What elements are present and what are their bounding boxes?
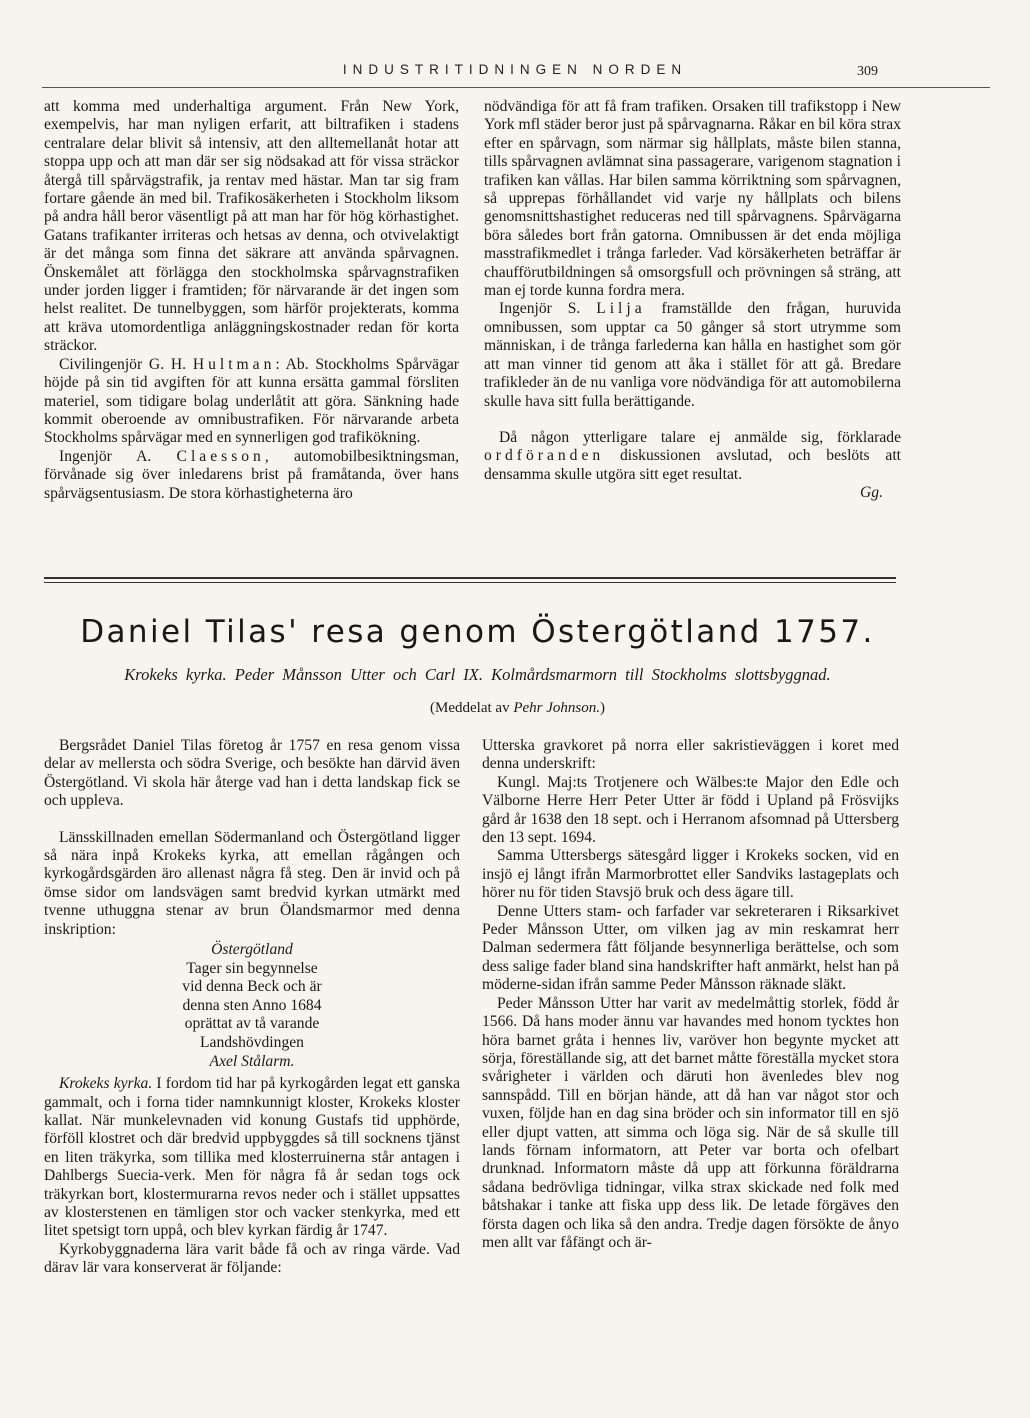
paragraph: Ingenjör S. Lilja framställde den frågan, huruvida omnibussen, som upptar ca 50 gånger så stort utrymme som människan, i de trånga farlederna kan hålla en hastighet som gör att man vinner tid genom att åka i stället för att gå. Bredare trafikleder än de nu vanliga vore nödvändiga för att automobilerna skulle hava sitt fulla berättigande. bbox=[484, 300, 902, 410]
inscription-line: Landshövdingen bbox=[200, 1034, 304, 1052]
section-lead: Krokeks kyrka. bbox=[59, 1075, 153, 1093]
paragraph: nödvändiga för att få fram trafiken. Orsaken till trafikstopp i New York mfl städer beror just på spårvagnarna. Råkar en bil köra strax efter en spårvagn, som närmar sig hållplats, måste bilen stanna, tills spårvagnen avlämnat sina passagerare, varigenom stagnation i trafiken kan vållas. Har bilen samma körriktning som spårvagnen, så upprepas förhållandet vid varje ny hållplats och bilens genomsnittshastighet reduceras ned till spårvagnens. Spårvägarna böra således bort från gatorna. Omnibussen är det enda möjliga masstrafikmedlet i trånga farleder. Vad körsäkerheten beträffar är chaufförutbildningen så omsorgsfull och prövningen så sträng, att man ej torde kunna fordra mera. bbox=[484, 98, 901, 300]
header-rule bbox=[42, 87, 990, 88]
paragraph: Peder Månsson Utter har varit av medelmåttig storlek, född år 1566. Då hans moder ännu var havandes med honom tycktes hon höra barnet gråta i hennes liv, varöver hon begynte mycket att sörja, föreställande sig, att det barnet måtte föreställa mycket stora svårigheter i världen och därutі hon ävenledes blev nog sannspådd. Till en början hände, att då han var något stor och vuxen, följde han en dag sina bröder och sin informator till en sjö eller djupt vatten, att simma och löga sig. När de så skulle till lands förnam informatorn, att Peter var borta och ofelbart drunknad. Informatorn måste då upp att förkunna föräldrarna sådana bedrövliga tidningar, vilka strax skickade ned folk med båtshakar i tanke att fiska upp dess lik. De letade förgäves den första dagen och lika så den andra. Tredje dagen försökte de ånyo men allt var fåfängt och är- bbox=[482, 994, 899, 1251]
upper-left-column bbox=[44, 98, 459, 503]
paragraph: Länsskillnaden emellan Södermanland och Östergötland ligger så nära inpå Krokeks kyrka, att emellan rågången och kyrkogårdsgärden äro allenast några få steg. Den är invid och på ömse sidor om landsvägen samt bredvid kyrkan utmärkt med tvenne uthuggna stenar av brun Ölandsmarmor med denna inskription: bbox=[44, 828, 460, 938]
inscription-line: vid denna Beck och är bbox=[182, 978, 322, 996]
speaker-name: Hultman bbox=[192, 355, 276, 373]
page-number: 309 bbox=[857, 64, 878, 79]
inscription-line: Axel Stålarm. bbox=[209, 1052, 295, 1070]
paragraph: Kyrkobyggnaderna lära varit både få och av ringa värde. Vad därav lär vara konserverat är följande: bbox=[44, 1240, 460, 1277]
lower-left-column bbox=[44, 737, 460, 1278]
signature: Gg. bbox=[860, 484, 883, 502]
section-divider bbox=[44, 582, 896, 583]
chairman-label: ordföranden bbox=[484, 447, 605, 465]
article-subtitle: Krokeks kyrka. Peder Månsson Utter och Carl IX. Kolmårdsmarmorn till Stockholms slottsbyggnad. bbox=[124, 665, 831, 684]
paragraph: Denne Utters stam- och farfader var sekreteraren i Riksarkivet Peder Månsson Utter, om vilken jag av min reskamrat herr Dalman sedermera fått följande besynnerliga berättelse, och som dess salige fader bland sina handskrifter haft anmärkt, helst han på möderne-sidan ifrån samme Peder Månsson räknade släkt. bbox=[482, 902, 899, 994]
lower-right-column bbox=[482, 737, 899, 1252]
speaker-name: Lilja bbox=[596, 300, 646, 318]
article-credit: (Meddelat av Pehr Johnson.) bbox=[430, 700, 605, 716]
upper-right-column bbox=[484, 98, 901, 503]
article-title: Daniel Tilas' resa genom Östergötland 1757. bbox=[80, 614, 875, 650]
inscription-line: Tager sin begynnelse bbox=[186, 959, 318, 977]
inscription bbox=[44, 941, 460, 1071]
paragraph: att komma med underhaltiga argument. Från New York, exempelvis, har man nyligen erfarit, att biltrafiken i stadens centralare delar blivit så intensiv, att den alltemellanåt hotar att stoppa upp och att man där ser sig nödsakad att för vissa sträckor återgå till spårvägstrafik, ja rentav med hästar. Man tar sig fram fortare gående än med bil. Trafikosäkerheten i Stockholm liksom på andra håll beror väsentligt på att man har för hög körhastighet. Gatans trafikanter irriteras och hetsas av denna, och otvivelaktigt är det många som finna det säkrare att använda spårvagnen. Önskemålet att förlägga den stockholmska spårvagnstrafiken under jorden ligger i framtiden; för närvarande är det ingen som helst realitet. De tunnelbyggen, som härför projekterats, komma att kräva utomordentliga anläggningskostnader redan för korta sträckor. bbox=[44, 98, 459, 355]
paragraph: Samma Uttersbergs sätesgård ligger i Krokeks socken, vid en insjö ej långt ifrån Marmorbrottet eller Sandviks lastageplats och hörer nu för tiden Stavsjö bruk och dess ägare till. bbox=[482, 847, 899, 902]
running-title: INDUSTRITIDNINGEN NORDEN bbox=[342, 62, 688, 77]
paragraph: Civilingenjör G. H. Hultman: Ab. Stockholms Spårvägar höjde på sin tid avgiften för att kunna ersätta gammal försliten materiel, som tidigare bolag underlåtit att göra. Sänkning hade kommit oberoende av omnibustrafiken. För närvarande arbeta Stockholms spårvägar med en synnerligen god trafikökning. bbox=[44, 355, 459, 447]
paragraph: Ingenjör A. Claesson, automobilbesiktningsman, förvånade sig över inledarens brist på framåtanda, över hans spårvägsentusiasm. De stora körhastigheterna äro bbox=[44, 447, 459, 502]
inscription-line: Östergötland bbox=[211, 941, 293, 959]
author-name: Pehr Johnson. bbox=[513, 700, 600, 716]
paragraph: Bergsrådet Daniel Tilas företog år 1757 en resa genom vissa delar av mellersta och södra Sverige, och besökte han därvid även Östergötland. Vi skola här återge vad han i detta landskap fick se och uppleva. bbox=[44, 737, 460, 810]
inscription-line: oprättat av tå varande bbox=[184, 1015, 320, 1033]
inscription-line: denna sten Anno 1684 bbox=[182, 996, 322, 1014]
paragraph: Då någon ytterligare talare ej anmälde sig, förklarade ordföranden diskussionen avslutad, och beslöts att densamma skulle utgöra sitt eget resultat. bbox=[484, 428, 901, 483]
section-divider bbox=[44, 577, 896, 579]
paragraph: Utterska gravkoret på norra eller sakristieväggen i koret med denna underskrift: bbox=[482, 737, 899, 773]
speaker-name: Claesson bbox=[176, 447, 265, 465]
paragraph: Kungl. Maj:ts Trotjenere och Wälbes:te Major den Edle och Välborne Herre Herr Peter Utter är född i Upland på Frösvijks gård år 1638 den 18 sept. och i Herranom afsomnad på Uttersberg den 13 sept. 1694. bbox=[482, 773, 899, 847]
paragraph: Krokeks kyrka. I fordom tid har på kyrkogården legat ett ganska gammalt, och i forna tider namnkunnigt kloster, Krokeks kloster kallat. När munkelevnaden vid konung Gustafs tid upphörde, förföll klostret och där bredvid uppbyggdes så till socknens tjänst en liten träkyrka, som tillika med klosterruinerna står antagen i Dahlbergs Suecia-verk. Men för några få år sedan togs ock träkyrkan bort, klostermurarna revos neder och i stället uppsattes av klosterstenen en tämligen stor och vacker stenkyrka, med ett litet spetsigt torn uppå, och blev kyrkan färdig år 1747. bbox=[44, 1075, 460, 1240]
